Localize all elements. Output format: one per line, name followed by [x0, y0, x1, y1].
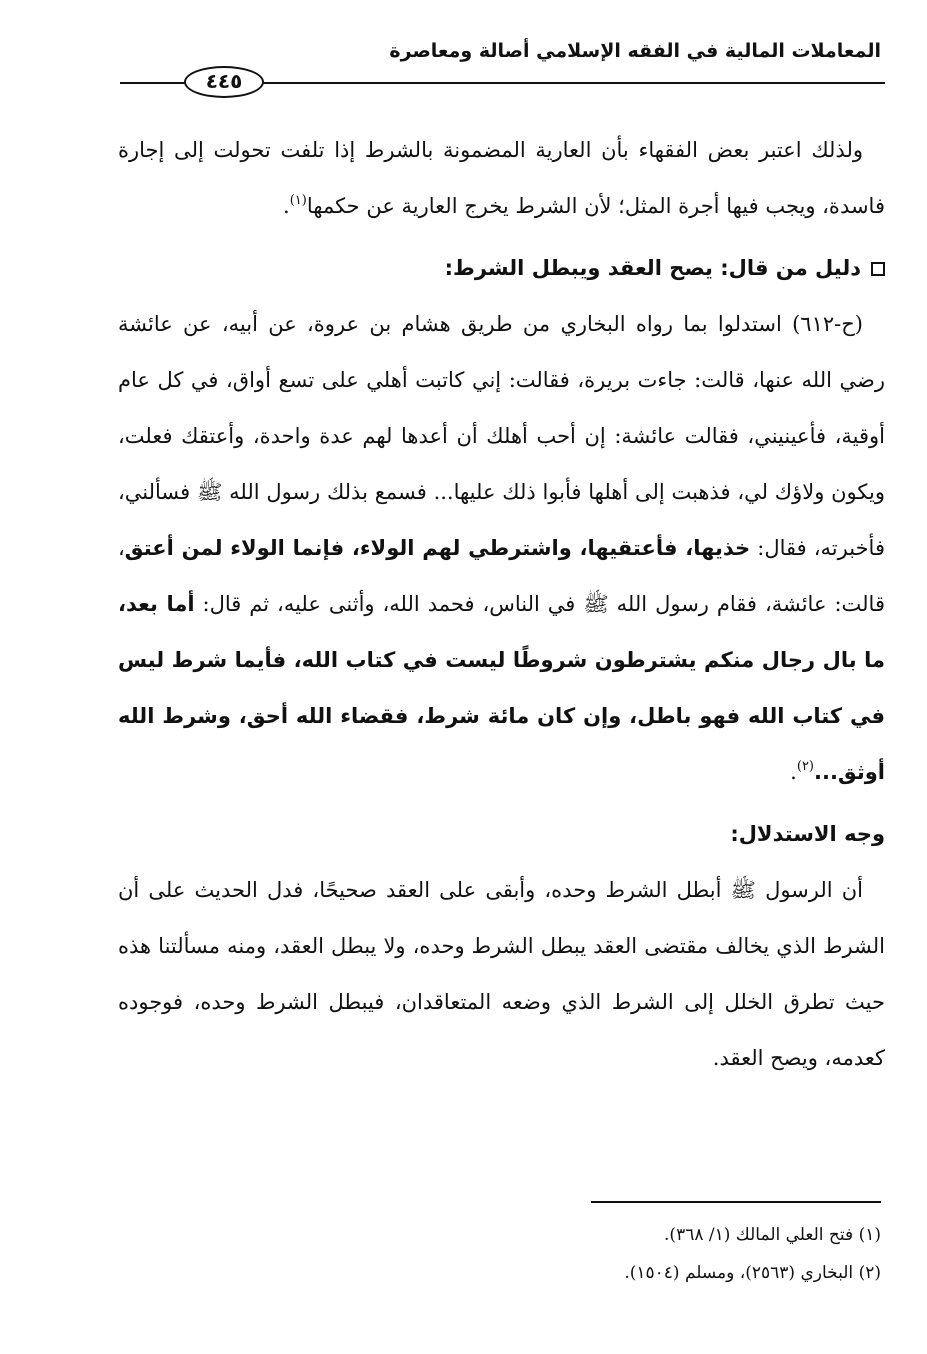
footnote-marker: (١) — [858, 1225, 881, 1245]
hadith-end: . — [790, 760, 797, 784]
paragraph-text: ولذلك اعتبر بعض الفقهاء بأن العارية المضمونة بالشرط إذا تلفت تحولت إلى إجارة فاسدة، ويجب فيها أجرة المثل؛ لأن الشرط يخرج العارية عن حكمها — [118, 138, 885, 218]
footnote-marker: (٢) — [858, 1263, 881, 1283]
footnote-1 — [118, 1216, 881, 1254]
footnote-rule — [591, 1201, 881, 1203]
checkbox-square-icon — [871, 262, 885, 276]
footnote-ref-1: (١) — [289, 193, 307, 208]
paragraph-conclusion — [118, 122, 885, 234]
section-heading-inference: وجه الاستدلال: — [730, 822, 885, 846]
footnotes — [118, 1216, 881, 1292]
footnote-ref-2: (٢) — [796, 759, 814, 774]
heading-text: دليل من قال: يصح العقد ويبطل الشرط: — [444, 256, 861, 280]
hadith-middle: ، قالت: عائشة، فقام رسول الله ﷺ في الناس، فحمد الله، وأثنى عليه، ثم قال: — [118, 536, 885, 616]
hadith-bold-quote-1: خذيها، فأعتقيها، واشترطي لهم الولاء، فإنما الولاء لمن أعتق — [124, 536, 751, 560]
section-heading-evidence — [118, 240, 885, 296]
hadith-bold-quote-2: أما بعد، ما بال رجال منكم يشترطون شروطًا ليست في كتاب الله، فأيما شرط ليس في كتاب الله فهو باطل، وإن كان مائة شرط، فقضاء الله أحق، وشرط الله أوثق... — [118, 592, 885, 784]
hadith-intro: (ح-٦١٢) استدلوا بما رواه البخاري من طريق هشام بن عروة، عن أبيه، عن عائشة رضي الله عنها، قالت: جاءت بريرة، فقالت: إني كاتبت أهلي على تسع أواق، في كل عام أوقية، فأعينيني، فقالت عائشة: إن أحب أهلك أن أعدها لهم عدة واحدة، وأعتقك فعلت، ويكون ولاؤك لي، فذهبت إلى أهلها فأبوا ذلك عليها... فسمع بذلك رسول الله ﷺ فسألني، فأخبرته، فقال: — [118, 312, 885, 560]
page-number: ٤٤٥ — [184, 66, 264, 98]
paragraph-inference: أن الرسول ﷺ أبطل الشرط وحده، وأبقى على العقد صحيحًا، فدل الحديث على أن الشرط الذي يخالف مقتضى العقد يبطل الشرط وحده، ولا يبطل العقد، ومنه مسألتنا هذه حيث تطرق الخلل إلى الشرط الذي وضعه المتعاقدان، فيبطل الشرط وحده، فوجوده كعدمه، ويصح العقد. — [118, 878, 885, 1070]
paragraph-end: . — [283, 194, 290, 218]
running-title: المعاملات المالية في الفقه الإسلامي أصالة ومعاصرة — [389, 40, 881, 62]
footnote-2 — [118, 1254, 881, 1292]
paragraph-hadith — [118, 296, 885, 800]
footnote-text: البخاري (٢٥٦٣)، ومسلم (١٥٠٤). — [624, 1263, 854, 1283]
footnote-text: فتح العلي المالك (١/ ٣٦٨). — [664, 1225, 854, 1245]
page-body — [118, 122, 885, 1086]
